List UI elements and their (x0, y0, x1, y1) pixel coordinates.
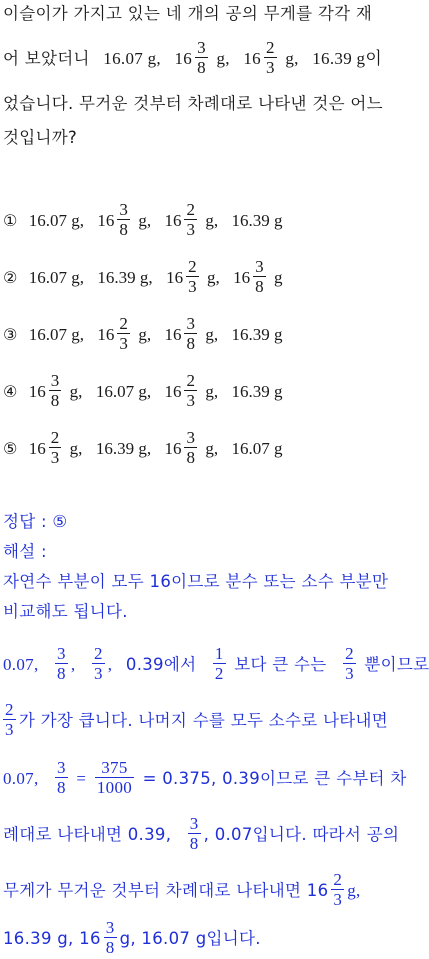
fraction: $\frac{3}{8}$ (119, 200, 128, 239)
question-line-3: 었습니다. 무거운 것부터 차례대로 나타낸 것은 어느 (3, 94, 383, 113)
whole-part: 16 (164, 382, 182, 401)
text: 뿐이므로 (364, 655, 429, 674)
option-3[interactable] (3, 316, 283, 355)
value: 16.39 g, (97, 268, 153, 287)
value: 16.07 g (231, 439, 283, 458)
fraction: $\frac{2}{3}$ (186, 200, 195, 239)
value: 16.07 g, (28, 325, 84, 344)
option-1[interactable] (3, 202, 283, 241)
fraction: $\frac{2}{3}$ (188, 257, 197, 296)
answer-label: 정답 : ⑤ (3, 512, 68, 531)
fraction: $\frac{2}{3}$ (5, 700, 14, 739)
unit: g, (285, 49, 299, 68)
explanation-line-8 (3, 920, 261, 959)
whole-part: 16 (97, 211, 115, 230)
text: g, 16.07 g입니다. (119, 929, 261, 948)
unit: g, (347, 881, 361, 900)
option-4[interactable] (3, 373, 283, 412)
fraction: $\frac{3}{8}$ (255, 257, 264, 296)
explanation-label: 해설 : (3, 542, 47, 561)
text: 16.39 g, 16 (3, 929, 101, 948)
text: = 0.375, 0.39이므로 큰 수부터 차 (142, 769, 407, 788)
explanation-line-4 (3, 702, 388, 741)
fraction: $\frac{3}{8}$ (189, 814, 199, 853)
fraction: $\frac{2}{3}$ (333, 870, 343, 909)
equals-sign: = (76, 769, 87, 788)
whole-part: 16 (233, 268, 251, 287)
unit: g, (205, 382, 219, 401)
explanation-line-6 (3, 816, 399, 855)
unit: g, (205, 439, 219, 458)
value: 16.39 g (231, 211, 283, 230)
fraction: $\frac{2}{3}$ (186, 371, 195, 410)
value: 16.07 g, (28, 211, 84, 230)
option-5[interactable] (3, 430, 283, 469)
fraction: $\frac{2}{3}$ (345, 644, 354, 683)
text: 가 가장 큽니다. 나머지 수를 모두 소수로 나타내면 (18, 711, 388, 730)
value: 16.07 g, (28, 268, 84, 287)
option-2[interactable] (3, 259, 283, 298)
fraction: $\frac{3}{8}$ (57, 644, 66, 683)
unit: g, (205, 211, 219, 230)
whole-part: 16 (164, 439, 182, 458)
value-1: 16.07 g, (103, 49, 161, 68)
option-marker: ② (3, 268, 18, 287)
explanation-line-3: 0.07, $\frac{3}{8}$ , $\frac{2}{3}$ , 0.39에서 $\frac{1}{2}$ 보다 큰 수는 $\frac{2}{3}$ 뿐이므로 (3, 644, 429, 683)
value: 0.07, (3, 655, 39, 674)
explanation-line-7 (3, 872, 361, 911)
whole-part: 16 (164, 211, 182, 230)
value: 0.07, (3, 769, 39, 788)
value-4: 16.39 g이 (312, 49, 383, 68)
whole-part: 16 (174, 49, 193, 68)
unit: g, (138, 211, 152, 230)
text: 무게가 무거운 것부터 차례대로 나타내면 16 (3, 881, 329, 900)
whole-part: 16 (164, 325, 182, 344)
fraction: $\frac{2}{3}$ (50, 428, 60, 467)
text: 0.39에서 (125, 655, 197, 674)
question-line-1: 이슬이가 가지고 있는 네 개의 공의 무게를 각각 재 (3, 4, 373, 23)
fraction: $\frac{2}{3}$ (265, 38, 275, 77)
option-marker: ⑤ (3, 439, 18, 458)
unit: g, (216, 49, 230, 68)
unit: g, (206, 268, 220, 287)
option-marker: ③ (3, 325, 18, 344)
text: , 0.07입니다. 따라서 공의 (203, 825, 400, 844)
fraction: $\frac{1}{2}$ (214, 644, 224, 683)
fraction: $\frac{3}{8}$ (197, 38, 206, 77)
question-text: 어 보았더니 (3, 49, 90, 68)
value: 16.39 g, (95, 439, 152, 458)
question-line-2 (3, 40, 382, 79)
value: 16.07 g, (95, 382, 152, 401)
whole-part: 16 (28, 439, 46, 458)
fraction: $\frac{3}{8}$ (105, 918, 115, 957)
explanation-line-5 (3, 760, 407, 799)
text: 보다 큰 수는 (234, 655, 327, 674)
whole-part: 16 (28, 382, 46, 401)
unit: g, (205, 325, 219, 344)
fraction: $\frac{3}{8}$ (186, 428, 195, 467)
fraction: $\frac{2}{3}$ (93, 644, 103, 683)
whole-part: 16 (243, 49, 261, 68)
unit: g (274, 268, 283, 287)
fraction: $\frac{2}{3}$ (119, 314, 128, 353)
unit: g, (69, 439, 83, 458)
option-marker: ④ (3, 382, 18, 401)
unit: g, (69, 382, 83, 401)
option-marker: ① (3, 211, 18, 230)
fraction: $\frac{3}{8}$ (186, 314, 195, 353)
whole-part: 16 (166, 268, 184, 287)
fraction: $\frac{375}{1000}$ (96, 758, 133, 797)
explanation-line-1: 자연수 부분이 모두 16이므로 분수 또는 소수 부분만 (3, 572, 389, 591)
explanation-line-2: 비교해도 됩니다. (3, 602, 128, 621)
fraction: $\frac{3}{8}$ (57, 758, 66, 797)
fraction: $\frac{3}{8}$ (50, 371, 60, 410)
unit: g, (138, 325, 152, 344)
value: 16.39 g (231, 382, 283, 401)
whole-part: 16 (97, 325, 115, 344)
text: 례대로 나타내면 0.39, (3, 825, 172, 844)
value: 16.39 g (231, 325, 283, 344)
question-line-4: 것입니까? (3, 128, 78, 147)
